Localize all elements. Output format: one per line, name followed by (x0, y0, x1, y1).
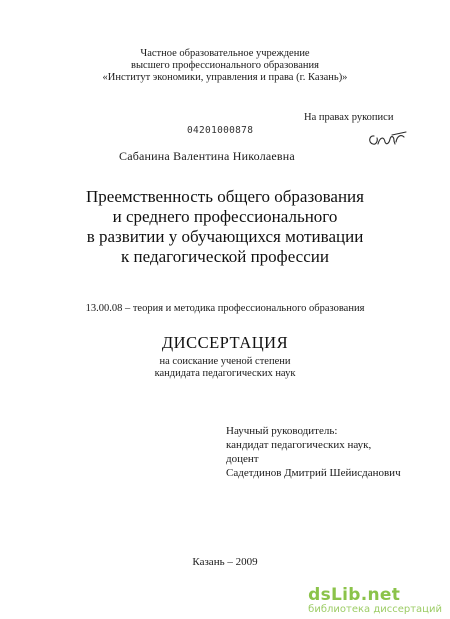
author-name: Сабанина Валентина Николаевна (119, 149, 295, 163)
institution-line-2: высшего профессионального образования (131, 60, 319, 71)
supervisor-degree: кандидат педагогических наук, (226, 439, 372, 451)
degree-line-2: кандидата педагогических наук (154, 368, 296, 379)
degree-block (0, 356, 450, 380)
degree-line-1: на соискание ученой степени (159, 356, 291, 367)
title-line-2: и среднего профессионального (112, 207, 338, 226)
supervisor-name: Садетдинов Дмитрий Шейисданович (226, 467, 401, 479)
institution-block (0, 48, 450, 84)
title-line-3: в развитии у обучающихся мотивации (86, 227, 364, 246)
watermark (308, 585, 442, 615)
specialty-code: 13.00.08 – теория и методика профессионального образования (85, 303, 365, 314)
institution-line-3: «Институт экономики, управления и права (г. Казань)» (102, 72, 348, 83)
supervisor-block (226, 424, 401, 480)
title-line-4: к педагогической профессии (121, 247, 329, 266)
signature-image (366, 128, 412, 150)
title-line-1: Преемственность общего образования (86, 187, 364, 206)
inventory-number: 04201000878 (187, 125, 254, 136)
supervisor-title: доцент (226, 453, 259, 465)
supervisor-label: Научный руководитель: (226, 425, 338, 437)
dissertation-title (0, 187, 450, 267)
watermark-tagline: библиотека диссертаций (308, 604, 442, 615)
watermark-logo: dsLib.net (308, 585, 401, 605)
city-year: Казань – 2009 (192, 556, 258, 568)
manuscript-rights: На правах рукописи (304, 112, 394, 123)
institution-line-1: Частное образовательное учреждение (140, 48, 310, 59)
work-type: ДИССЕРТАЦИЯ (161, 333, 289, 352)
